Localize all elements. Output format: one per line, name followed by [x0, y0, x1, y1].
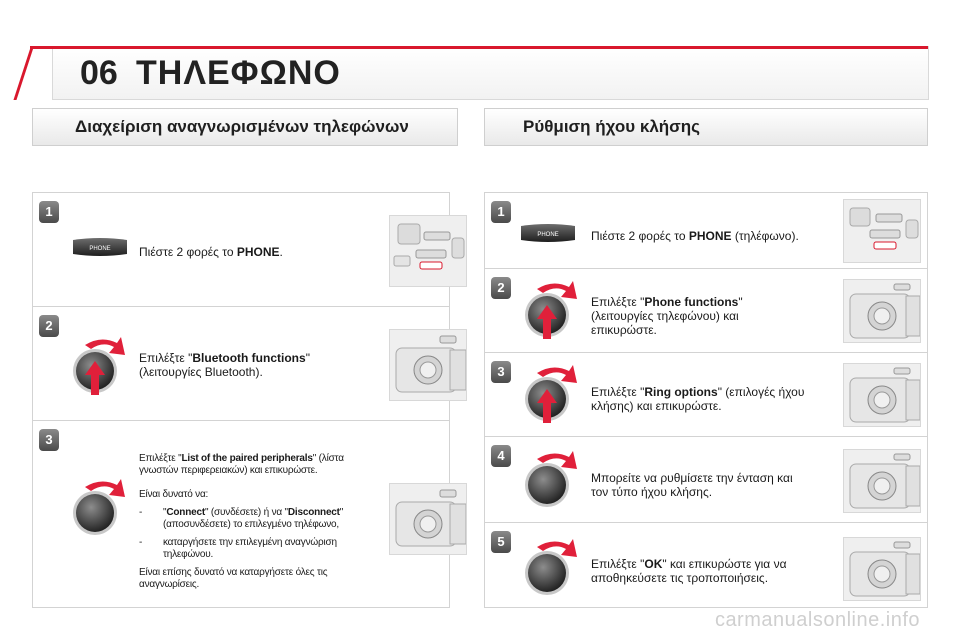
chapter-number: 06 [80, 54, 118, 92]
step-row [485, 193, 927, 269]
step-number-badge: 1 [491, 201, 511, 223]
console-thumbnail [843, 199, 921, 263]
phone-key-icon [519, 223, 577, 243]
section-title-left: Διαχείριση αναγνωρισμένων τηλεφώνων [32, 108, 458, 146]
left-steps-panel [32, 192, 450, 608]
step-row [33, 193, 449, 307]
console-thumbnail [843, 363, 921, 427]
step-row [485, 269, 927, 353]
console-thumbnail [389, 483, 467, 555]
step-row [485, 437, 927, 523]
watermark: carmanualsonline.info [714, 609, 920, 631]
phone-key-icon [71, 237, 129, 257]
step-number-badge: 1 [39, 201, 59, 223]
chapter-title: ΤΗΛΕΦΩΝΟ [136, 54, 341, 92]
header-red-line [30, 46, 928, 49]
step-text: Επιλέξτε "Ring options" (επιλογές ήχου κλήσης) και επικυρώστε. [591, 385, 805, 413]
step-number-badge: 3 [39, 429, 59, 451]
svg-text:PHONE: PHONE [89, 246, 111, 252]
step-row [33, 421, 449, 609]
rotary-knob-icon [523, 363, 581, 425]
console-thumbnail [843, 449, 921, 513]
rotary-knob-icon [523, 537, 581, 599]
console-thumbnail [843, 279, 921, 343]
right-steps-panel [484, 192, 928, 608]
step-row [485, 523, 927, 609]
rotary-knob-icon [71, 477, 129, 539]
step-text: Μπορείτε να ρυθμίσετε την ένταση και τον τύπο ήχου κλήσης. [591, 471, 793, 499]
rotary-knob-icon [71, 335, 129, 397]
svg-text:PHONE: PHONE [537, 232, 559, 238]
step-text: Επιλέξτε "Phone functions" (λειτουργίες τηλεφώνου) και επικυρώστε. [591, 295, 743, 337]
step-text: Πιέστε 2 φορές το PHONE (τηλέφωνο). [591, 229, 799, 243]
step-number-badge: 3 [491, 361, 511, 383]
step-row [33, 307, 449, 421]
step-text: Επιλέξτε "OK" και επικυρώστε για να αποθηκεύσετε τις τροποποιήσεις. [591, 557, 787, 585]
console-thumbnail [843, 537, 921, 601]
step-number-badge: 2 [491, 277, 511, 299]
step-row [485, 353, 927, 437]
header-red-slant [13, 46, 34, 100]
step-text: Επιλέξτε "Bluetooth functions" (λειτουργίες Bluetooth). [139, 351, 310, 379]
console-thumbnail [389, 329, 467, 401]
rotary-knob-icon [523, 449, 581, 511]
step-text: Πιέστε 2 φορές το PHONE. [139, 245, 283, 259]
section-title-right: Ρύθμιση ήχου κλήσης [484, 108, 928, 146]
rotary-knob-icon [523, 279, 581, 341]
step-number-badge: 5 [491, 531, 511, 553]
step-number-badge: 2 [39, 315, 59, 337]
step-number-badge: 4 [491, 445, 511, 467]
console-thumbnail [389, 215, 467, 287]
step-text: Επιλέξτε "List of the paired peripherals" (λίστα γνωστών περιφερειακών) και επικυρώστε. Είναι δυνατό να: - "Connect" (συνδέσετε) ή να "Disconnect" (αποσυνδέσετε) το επιλεγμένο τηλέφωνο, - καταργήσετε την επιλεγμένη αναγνώριση τηλεφώνου. Είναι επίσης δυνατό να καταργήσετε όλες τις αναγνωρίσεις. [139, 453, 344, 590]
